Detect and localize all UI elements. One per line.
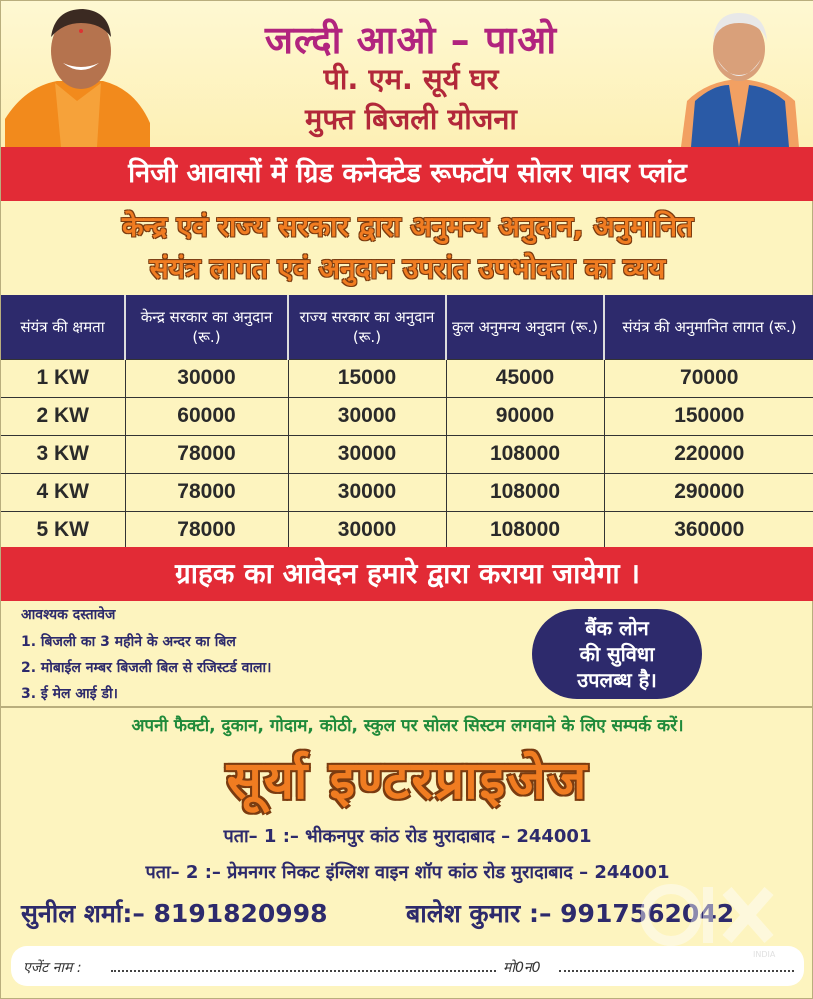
table-row [1, 511, 813, 549]
cell-central-subsidy: 60000 [125, 397, 288, 435]
loan-line-2: की सुविधा [579, 642, 655, 666]
list-item: 1. बिजली का 3 महीने के अन्दर का बिल [21, 634, 236, 650]
subsidy-table [1, 295, 813, 550]
header-capacity: संयंत्र की क्षमता [1, 295, 125, 359]
header-state-subsidy: राज्य सरकार का अनुदान (रू.) [288, 295, 446, 359]
cell-capacity: 4 KW [1, 473, 125, 511]
cell-state-subsidy: 30000 [288, 511, 446, 549]
header-estimated-cost: संयंत्र की अनुमानित लागत (रू.) [604, 295, 813, 359]
required-documents-section [1, 601, 813, 707]
cell-state-subsidy: 30000 [288, 435, 446, 473]
address-1: पता– 1 :– भीकनपुर कांठ रोड मुरादाबाद – 244001 [223, 826, 592, 847]
cell-total-subsidy: 108000 [446, 473, 604, 511]
cell-capacity: 5 KW [1, 511, 125, 549]
watermark-caption: INDIA [753, 950, 776, 959]
leader-photo-left [5, 1, 150, 147]
loan-line-3: उपलब्ध है। [577, 668, 657, 692]
leader-photo-right [677, 1, 802, 147]
cell-total-subsidy: 90000 [446, 397, 604, 435]
cell-estimated-cost: 360000 [604, 511, 813, 549]
contact-phones [1, 896, 813, 936]
cell-central-subsidy: 78000 [125, 435, 288, 473]
poster-header [1, 1, 813, 147]
bank-loan-badge [532, 609, 702, 699]
list-item: 2. मोबाईल नम्बर बिजली बिल से रजिस्टर्ड वाला। [21, 660, 272, 676]
subsidy-subtitle-line-2: संयंत्र लागत एवं अनुदान उपरांत उपभोक्ता का व्यय [149, 252, 666, 285]
table-row [1, 359, 813, 397]
agent-name-blank [111, 958, 496, 972]
scheme-subtitle: मुफ्त बिजली योजना [305, 102, 517, 136]
table-row [1, 397, 813, 435]
agent-form [11, 946, 804, 986]
address-2: पता– 2 :– प्रेमनगर निकट इंग्लिश वाइन शॉप कांठ रोड मुरादाबाद – 244001 [145, 862, 670, 883]
cell-central-subsidy: 30000 [125, 359, 288, 397]
agent-mobile-blank [559, 958, 794, 972]
company-name: सूर्या इण्टरप्राइजेज [226, 751, 589, 811]
cell-estimated-cost: 290000 [604, 473, 813, 511]
table-row [1, 473, 813, 511]
cell-estimated-cost: 150000 [604, 397, 813, 435]
header-total-subsidy: कुल अनुमन्य अनुदान (रू.) [446, 295, 604, 359]
documents-list [21, 629, 271, 707]
cell-capacity: 1 KW [1, 359, 125, 397]
banner-rooftop-solar: निजी आवासों में ग्रिड कनेक्टेड रूफटॉप सोलर पावर प्लांट [1, 147, 813, 201]
agent-name-label: एजेंट नाम : [23, 960, 82, 976]
headline: जल्दी आओ – पाओ [264, 18, 558, 62]
list-item: 3. ई मेल आई डी। [21, 686, 118, 702]
phone-sunil-sharma: सुनील शर्मा:– 8191820998 [21, 899, 328, 928]
cell-state-subsidy: 30000 [288, 473, 446, 511]
cell-total-subsidy: 108000 [446, 511, 604, 549]
cell-central-subsidy: 78000 [125, 473, 288, 511]
banner-application: ग्राहक का आवेदन हमारे द्वारा कराया जायेगा । [1, 547, 813, 601]
table-header-row [1, 295, 813, 359]
table-row [1, 435, 813, 473]
section-divider [1, 706, 813, 708]
cell-capacity: 3 KW [1, 435, 125, 473]
cell-estimated-cost: 70000 [604, 359, 813, 397]
cell-central-subsidy: 78000 [125, 511, 288, 549]
cell-capacity: 2 KW [1, 397, 125, 435]
header-central-subsidy: केन्द्र सरकार का अनुदान (रू.) [125, 295, 288, 359]
phone-balesh-kumar: बालेश कुमार :– 9917562042 [406, 899, 735, 928]
subsidy-subtitle-line-1: केन्द्र एवं राज्य सरकार द्वारा अनुमन्य अनुदान, अनुमानित [121, 210, 693, 243]
loan-line-1: बैंक लोन [585, 616, 649, 640]
contact-call-to-action: अपनी फैक्टी, दुकान, गोदाम, कोठी, स्कुल पर सोलर सिस्टम लगवाने के लिए सम्पर्क करें। [131, 716, 684, 736]
documents-title: आवश्यक दस्तावेज [21, 607, 116, 623]
cell-total-subsidy: 108000 [446, 435, 604, 473]
scheme-name: पी. एम. सूर्य घर [323, 62, 499, 96]
cell-total-subsidy: 45000 [446, 359, 604, 397]
agent-mobile-label: मो0न0 [503, 960, 541, 976]
cell-estimated-cost: 220000 [604, 435, 813, 473]
cell-state-subsidy: 30000 [288, 397, 446, 435]
cell-state-subsidy: 15000 [288, 359, 446, 397]
